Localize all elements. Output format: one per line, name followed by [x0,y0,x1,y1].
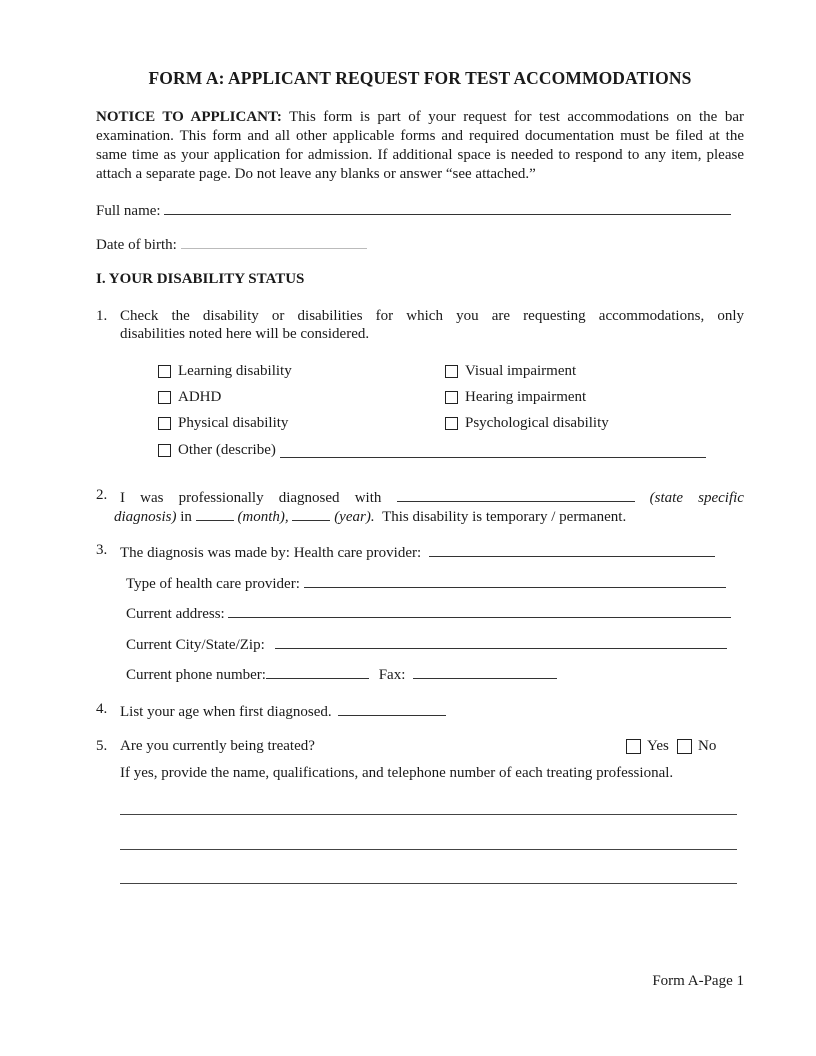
hearing-impairment-checkbox[interactable] [445,391,458,404]
phone-field[interactable] [266,664,369,679]
physical-disability-checkbox[interactable] [158,417,171,430]
q2-tail: This disability is temporary / permanent. [382,509,627,525]
option-label: Psychological disability [465,415,609,431]
provider-type-field[interactable] [304,573,726,588]
diagnosis-field[interactable] [397,487,635,502]
notice-label: NOTICE TO APPLICANT: [96,109,282,125]
no-label: No [698,738,717,754]
option-label: Visual impairment [465,363,577,379]
q3-text: The diagnosis was made by: Health care provider: [120,545,422,561]
fax-field[interactable] [413,664,557,679]
provider-type-label: Type of health care provider: [126,576,300,592]
other-checkbox[interactable] [158,444,171,457]
city-field[interactable] [275,634,727,649]
option-adhd [158,389,221,406]
q1-line1: Check the disability or disabilities for which you are requesting accommodations, only [120,308,744,324]
fax-label: Fax: [378,667,406,683]
page-footer: Form A-Page 1 [652,973,744,989]
q5-number: 5. [96,738,108,754]
visual-impairment-checkbox[interactable] [445,365,458,378]
q4-number: 4. [96,701,108,717]
yes-label: Yes [647,738,669,754]
address-label: Current address: [126,606,225,622]
q1-line2: disabilities noted here will be considered. [120,326,370,342]
q2-line1 [120,487,744,507]
yes-checkbox[interactable] [626,739,641,754]
answer-line-2[interactable] [120,849,737,850]
month-label: (month), [237,509,289,525]
adhd-checkbox[interactable] [158,391,171,404]
city-row [126,634,727,654]
dob-field[interactable] [181,234,367,249]
notice-paragraph [96,108,744,184]
option-physical-disability [158,415,288,432]
q2-word: professionally [178,490,264,506]
dob-row [96,234,367,254]
q1-number: 1. [96,308,108,324]
q5-no-option [677,738,716,755]
q2-word: diagnosed [278,490,340,506]
q2-diagnosis-word: diagnosis) [114,509,177,525]
option-label: ADHD [178,389,222,405]
full-name-label: Full name: [96,203,161,219]
q2-word: I [120,490,125,506]
option-other [158,442,706,459]
option-hearing-impairment [445,389,586,406]
q5-followup: If yes, provide the name, qualifications, and telephone number of each treating professional. [120,765,674,781]
q2-word: with [354,490,382,506]
other-describe-field[interactable] [280,443,706,458]
year-field[interactable] [292,506,330,521]
option-label: Physical disability [178,415,289,431]
option-label: Hearing impairment [465,389,587,405]
answer-line-3[interactable] [120,883,737,884]
learning-disability-checkbox[interactable] [158,365,171,378]
full-name-row [96,200,731,220]
month-field[interactable] [196,506,234,521]
city-label: Current City/State/Zip: [126,637,265,653]
q2-number: 2. [96,487,108,503]
answer-line-1[interactable] [120,814,737,815]
no-checkbox[interactable] [677,739,692,754]
q5-yes-option [626,738,669,755]
option-visual-impairment [445,363,576,380]
q2-word: (state [649,490,683,506]
year-label: (year). [334,509,375,525]
q2-in-word: in [180,509,192,525]
q3-line [120,542,715,562]
q5-text: Are you currently being treated? [120,738,315,754]
q2-word: was [140,490,164,506]
q4-row [120,701,446,721]
form-title: FORM A: APPLICANT REQUEST FOR TEST ACCOMMODATIONS [148,68,692,88]
provider-type-row [126,573,726,593]
option-label: Other (describe) [178,442,276,458]
address-row [126,603,731,623]
option-learning-disability [158,363,292,380]
q4-text: List your age when first diagnosed. [120,704,332,720]
notice-text: This form is part of your request for test accommodations on the bar examination. This form and all other applicable forms and required documentation must be filed at the same time as your application for admission. If additional space is needed to respond to any item, please attach a separate page. Do not leave any blanks or answer “see attached.” [96,109,744,182]
psychological-disability-checkbox[interactable] [445,417,458,430]
phone-row [126,664,557,684]
full-name-field[interactable] [164,200,731,215]
health-care-provider-field[interactable] [429,542,715,557]
q3-number: 3. [96,542,108,558]
option-psychological-disability [445,415,609,432]
phone-label: Current phone number: [126,667,266,683]
q2-line2 [114,506,626,526]
q2-word: specific [698,490,744,506]
address-field[interactable] [228,603,731,618]
age-field[interactable] [338,701,446,716]
dob-label: Date of birth: [96,237,177,253]
option-label: Learning disability [178,363,292,379]
section-heading: I. YOUR DISABILITY STATUS [96,271,305,287]
